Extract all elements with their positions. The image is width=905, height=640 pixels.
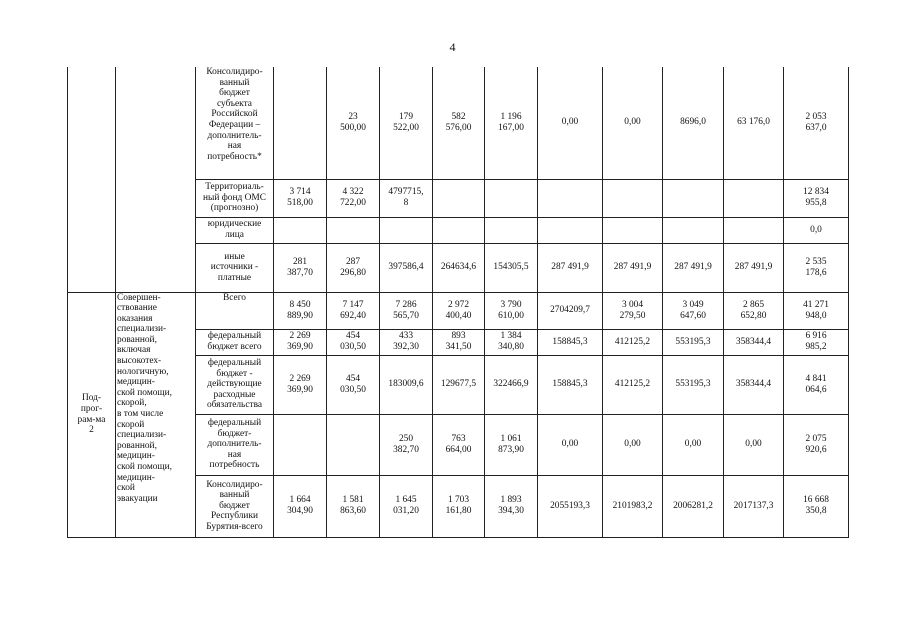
value-cell: 287 491,9	[538, 243, 603, 292]
funding-source: федеральный бюджет всего	[196, 329, 274, 355]
value-cell: 2 269 369,90	[274, 329, 327, 355]
value-cell: 1 664 304,90	[274, 475, 327, 537]
value-cell: 2055193,3	[538, 475, 603, 537]
value-cell: 582 576,00	[433, 67, 485, 179]
value-cell: 1 893 394,30	[485, 475, 538, 537]
value-cell: 1 196 167,00	[485, 67, 538, 179]
total-cell: 2 535 178,6	[784, 243, 849, 292]
value-cell: 281 387,70	[274, 243, 327, 292]
value-cell: 3 714 518,00	[274, 179, 327, 217]
total-cell: 6 916 985,2	[784, 329, 849, 355]
value-cell: 358344,4	[724, 355, 784, 414]
value-cell: 3 790 610,00	[485, 292, 538, 329]
value-cell: 763 664,00	[433, 414, 485, 475]
value-cell: 1 384 340,80	[485, 329, 538, 355]
subprogram-name: Совершен- ствование оказания специализи- рованной, включая высокотех- нологичную, медицин- ской помощи, скорой, в том числе скорой специализи- рованной, медицин- ской помощи, медицин- ской эвакуации	[116, 292, 196, 537]
value-cell: 183009,6	[380, 355, 433, 414]
funding-source: иные источники - платные	[196, 243, 274, 292]
value-cell: 8 450 889,90	[274, 292, 327, 329]
funding-source: Территориаль- ный фонд ОМС (прогнозно)	[196, 179, 274, 217]
value-cell: 7 147 692,40	[327, 292, 380, 329]
empty-cell	[68, 67, 116, 292]
value-cell: 0,00	[724, 414, 784, 475]
value-cell: 3 049 647,60	[663, 292, 724, 329]
value-cell	[327, 414, 380, 475]
value-cell: 129677,5	[433, 355, 485, 414]
value-cell: 0,00	[538, 67, 603, 179]
value-cell	[663, 217, 724, 243]
funding-source: Всего	[196, 292, 274, 329]
budget-table	[67, 67, 849, 538]
value-cell: 4 322 722,00	[327, 179, 380, 217]
value-cell: 412125,2	[603, 355, 663, 414]
value-cell: 287 491,9	[663, 243, 724, 292]
value-cell: 8696,0	[663, 67, 724, 179]
value-cell	[485, 179, 538, 217]
value-cell: 454 030,50	[327, 329, 380, 355]
value-cell: 0,00	[603, 414, 663, 475]
value-cell: 287 491,9	[724, 243, 784, 292]
value-cell: 3 004 279,50	[603, 292, 663, 329]
value-cell	[603, 179, 663, 217]
value-cell: 2101983,2	[603, 475, 663, 537]
value-cell: 0,00	[663, 414, 724, 475]
value-cell: 154305,5	[485, 243, 538, 292]
value-cell: 7 286 565,70	[380, 292, 433, 329]
value-cell: 158845,3	[538, 355, 603, 414]
total-cell: 12 834 955,8	[784, 179, 849, 217]
value-cell: 553195,3	[663, 355, 724, 414]
value-cell: 287 296,80	[327, 243, 380, 292]
value-cell: 358344,4	[724, 329, 784, 355]
value-cell: 2 972 400,40	[433, 292, 485, 329]
value-cell	[433, 217, 485, 243]
value-cell: 158845,3	[538, 329, 603, 355]
value-cell	[274, 217, 327, 243]
value-cell: 23 500,00	[327, 67, 380, 179]
value-cell: 2 269 369,90	[274, 355, 327, 414]
value-cell: 0,00	[538, 414, 603, 475]
value-cell: 4797715, 8	[380, 179, 433, 217]
value-cell: 63 176,0	[724, 67, 784, 179]
value-cell: 893 341,50	[433, 329, 485, 355]
value-cell: 2 865 652,80	[724, 292, 784, 329]
funding-source: юридические лица	[196, 217, 274, 243]
empty-cell	[116, 67, 196, 292]
total-cell: 4 841 064,6	[784, 355, 849, 414]
subprogram-label: Под- прог- рам-ма 2	[68, 292, 116, 537]
value-cell: 2006281,2	[663, 475, 724, 537]
value-cell: 433 392,30	[380, 329, 433, 355]
value-cell: 1 581 863,60	[327, 475, 380, 537]
value-cell	[433, 179, 485, 217]
value-cell	[274, 414, 327, 475]
value-cell	[380, 217, 433, 243]
value-cell: 412125,2	[603, 329, 663, 355]
value-cell: 179 522,00	[380, 67, 433, 179]
value-cell	[538, 217, 603, 243]
value-cell	[603, 217, 663, 243]
page-number: 4	[449, 40, 456, 54]
value-cell	[724, 179, 784, 217]
value-cell: 397586,4	[380, 243, 433, 292]
value-cell	[274, 67, 327, 179]
value-cell: 322466,9	[485, 355, 538, 414]
total-cell: 16 668 350,8	[784, 475, 849, 537]
value-cell: 1 061 873,90	[485, 414, 538, 475]
value-cell: 454 030,50	[327, 355, 380, 414]
value-cell: 2017137,3	[724, 475, 784, 537]
value-cell: 287 491,9	[603, 243, 663, 292]
value-cell	[538, 179, 603, 217]
table-row	[68, 67, 849, 179]
funding-source: Консолидиро- ванный бюджет субъекта Российской Федерации – дополнитель- ная потребность*	[196, 67, 274, 179]
value-cell: 250 382,70	[380, 414, 433, 475]
funding-source: Консолидиро- ванный бюджет Республики Бурятия-всего	[196, 475, 274, 537]
value-cell: 553195,3	[663, 329, 724, 355]
total-cell: 41 271 948,0	[784, 292, 849, 329]
funding-source: федеральный бюджет- дополнитель- ная потребность	[196, 414, 274, 475]
total-cell: 2 075 920,6	[784, 414, 849, 475]
value-cell: 2704209,7	[538, 292, 603, 329]
value-cell: 1 645 031,20	[380, 475, 433, 537]
value-cell	[724, 217, 784, 243]
value-cell: 264634,6	[433, 243, 485, 292]
value-cell: 0,00	[603, 67, 663, 179]
total-cell: 0,0	[784, 217, 849, 243]
total-cell: 2 053 637,0	[784, 67, 849, 179]
value-cell: 1 703 161,80	[433, 475, 485, 537]
table-row	[68, 292, 849, 329]
value-cell	[663, 179, 724, 217]
value-cell	[485, 217, 538, 243]
funding-source: федеральный бюджет - действующие расходные обязательства	[196, 355, 274, 414]
value-cell	[327, 217, 380, 243]
